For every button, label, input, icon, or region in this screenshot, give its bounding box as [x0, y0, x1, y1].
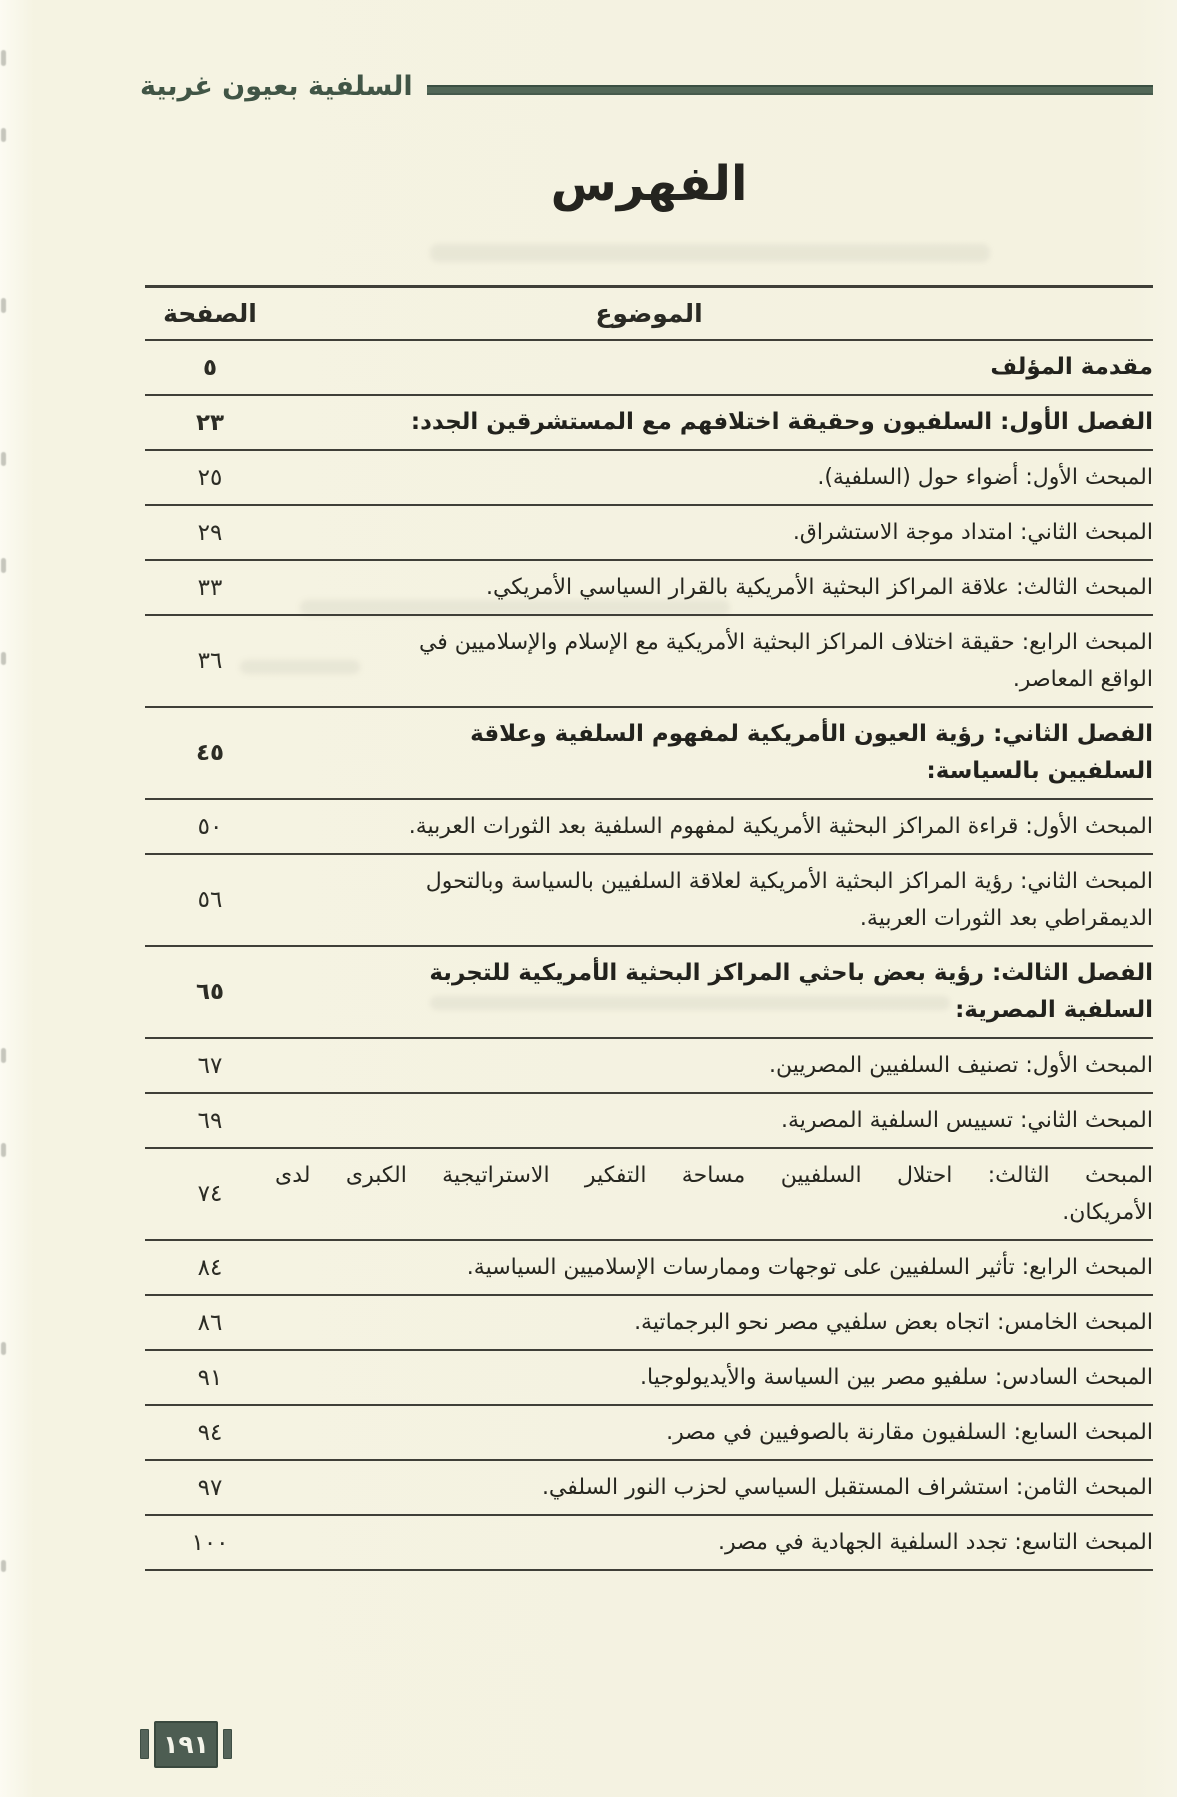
toc-row [145, 947, 1153, 1039]
scan-artifact [1, 298, 6, 313]
toc-row [145, 1461, 1153, 1516]
scan-artifact [1, 1048, 6, 1063]
marker-tick-left [140, 1729, 149, 1759]
toc-topic-line: مقدمة المؤلف [990, 354, 1153, 380]
toc-row [145, 1149, 1153, 1241]
column-header-page: الصفحة [163, 299, 257, 328]
toc-topic-line: المبحث الأول: قراءة المراكز البحثية الأمريكية لمفهوم السلفية بعد الثورات العربية. [408, 814, 1153, 839]
toc-page-number: ٢٩ [197, 519, 223, 546]
toc-row [145, 451, 1153, 506]
toc-page-number: ٣٣ [197, 574, 223, 601]
toc-topic-line: المبحث الثالث: احتلال السلفيين مساحة التفكير الاستراتيجية الكبرى لدى [275, 1163, 1153, 1188]
toc-topic [275, 863, 1153, 937]
toc-topic [275, 1414, 1153, 1451]
toc-topic [275, 1359, 1153, 1396]
scan-artifact [1, 128, 6, 142]
toc-row [145, 1516, 1153, 1571]
book-title: السلفية بعيون غربية [140, 70, 413, 102]
toc-topic-line: المبحث الرابع: حقيقة اختلاف المراكز البحثية الأمريكية مع الإسلام والإسلاميين في [418, 630, 1153, 655]
column-header-topic: الموضوع [595, 299, 703, 328]
page-number-marker [140, 1720, 232, 1768]
toc-row [145, 1039, 1153, 1094]
toc-page-number: ٨٦ [197, 1309, 223, 1336]
toc-topic-line: الفصل الأول: السلفيون وحقيقة اختلافهم مع المستشرقين الجدد: [410, 409, 1153, 435]
toc-page-number: ٤٥ [195, 740, 225, 766]
toc-topic-line: المبحث الثامن: استشراف المستقبل السياسي لحزب النور السلفي. [541, 1475, 1153, 1500]
toc-row [145, 855, 1153, 947]
header-rule [427, 85, 1153, 95]
toc-topic [275, 569, 1153, 606]
toc-row [145, 1241, 1153, 1296]
toc-topic [275, 624, 1153, 698]
toc-topic-line: المبحث الرابع: تأثير السلفيين على توجهات وممارسات الإسلاميين السياسية. [466, 1255, 1153, 1280]
toc-topic-line: المبحث الثاني: رؤية المراكز البحثية الأمريكية لعلاقة السلفيين بالسياسة وبالتحول [425, 869, 1153, 894]
toc-topic [275, 716, 1153, 790]
toc-row [145, 506, 1153, 561]
toc-topic-line: السلفيين بالسياسة: [926, 758, 1153, 784]
toc-page-number: ٩٧ [197, 1474, 223, 1501]
toc-page-number: ١٠٠ [191, 1529, 229, 1556]
page-number-box: ١٩١ [154, 1721, 218, 1768]
toc-row [145, 1296, 1153, 1351]
scan-artifact [1, 652, 6, 665]
toc-topic [275, 955, 1153, 1029]
toc-row [145, 708, 1153, 800]
toc-topic-line: المبحث الثاني: امتداد موجة الاستشراق. [792, 520, 1153, 545]
toc-row [145, 800, 1153, 855]
toc-row [145, 561, 1153, 616]
toc-page-number: ٣٦ [197, 648, 223, 674]
toc-topic [275, 459, 1153, 496]
toc-topic [275, 1524, 1153, 1561]
toc-row [145, 1351, 1153, 1406]
toc-topic [275, 1157, 1153, 1231]
toc-page-number: ٢٥ [197, 464, 223, 491]
toc-topic-line: الفصل الثالث: رؤية بعض باحثي المراكز البحثية الأمريكية للتجربة [429, 960, 1153, 986]
toc-topic [275, 404, 1153, 441]
toc-page-number: ٩١ [197, 1364, 223, 1391]
toc-topic [275, 1469, 1153, 1506]
toc-topic-line: الفصل الثاني: رؤية العيون الأمريكية لمفهوم السلفية وعلاقة [470, 721, 1153, 747]
toc-topic-line: السلفية المصرية: [955, 997, 1153, 1023]
toc-topic [275, 349, 1153, 386]
toc-topic-line: الواقع المعاصر. [1012, 667, 1153, 692]
toc-page-number: ٥٠ [197, 813, 223, 840]
toc-topic [275, 1102, 1153, 1139]
toc-topic [275, 1249, 1153, 1286]
toc-page-number: ٦٥ [195, 979, 225, 1005]
toc-row [145, 396, 1153, 451]
toc-topic [275, 1304, 1153, 1341]
toc-topic-line: المبحث الثاني: تسييس السلفية المصرية. [780, 1108, 1153, 1133]
toc-topic-line: المبحث السابع: السلفيون مقارنة بالصوفيين في مصر. [666, 1420, 1153, 1445]
toc-topic-line: المبحث الثالث: علاقة المراكز البحثية الأمريكية بالقرار السياسي الأمريكي. [485, 575, 1153, 600]
toc-rows [145, 341, 1153, 1571]
toc-topic-line: المبحث الأول: أضواء حول (السلفية). [817, 465, 1153, 490]
toc-page-number: ٢٣ [195, 409, 225, 436]
toc-page-number: ٥٦ [197, 887, 223, 913]
toc-topic [275, 808, 1153, 845]
toc-row [145, 1094, 1153, 1149]
scan-artifact [1, 452, 6, 466]
toc-page-number: ٦٧ [197, 1052, 223, 1079]
toc-topic-line: المبحث الأول: تصنيف السلفيين المصريين. [768, 1053, 1153, 1078]
scan-artifact [1, 1143, 6, 1157]
toc-page-number: ٨٤ [197, 1254, 223, 1281]
toc-topic [275, 1047, 1153, 1084]
running-head [140, 64, 1153, 108]
page-title: الفهرس [550, 156, 748, 212]
toc-row [145, 1406, 1153, 1461]
toc-topic [275, 514, 1153, 551]
scan-artifact [1, 558, 6, 573]
toc-row [145, 616, 1153, 708]
scan-artifact [1, 1342, 6, 1355]
toc-page-number: ٦٩ [197, 1107, 223, 1134]
toc-topic-line: المبحث التاسع: تجدد السلفية الجهادية في مصر. [717, 1530, 1153, 1555]
toc-page-number: ٧٤ [197, 1181, 223, 1207]
marker-tick-right [223, 1729, 232, 1759]
toc-topic-line: الديمقراطي بعد الثورات العربية. [859, 906, 1153, 931]
toc-topic-line: الأمريكان. [1062, 1200, 1153, 1225]
toc-topic-line: المبحث السادس: سلفيو مصر بين السياسة والأيديولوجيا. [640, 1365, 1153, 1390]
toc-page-number: ٩٤ [197, 1419, 223, 1446]
toc-row [145, 341, 1153, 396]
toc-topic-line: المبحث الخامس: اتجاه بعض سلفيي مصر نحو البرجماتية. [634, 1310, 1153, 1335]
scan-artifact [1, 1560, 6, 1572]
toc-header-row [145, 288, 1153, 341]
toc-table [145, 285, 1153, 1571]
bleed-through-artifact [430, 244, 990, 262]
toc-page-number: ٥ [202, 354, 218, 381]
scan-artifact [1, 50, 6, 66]
